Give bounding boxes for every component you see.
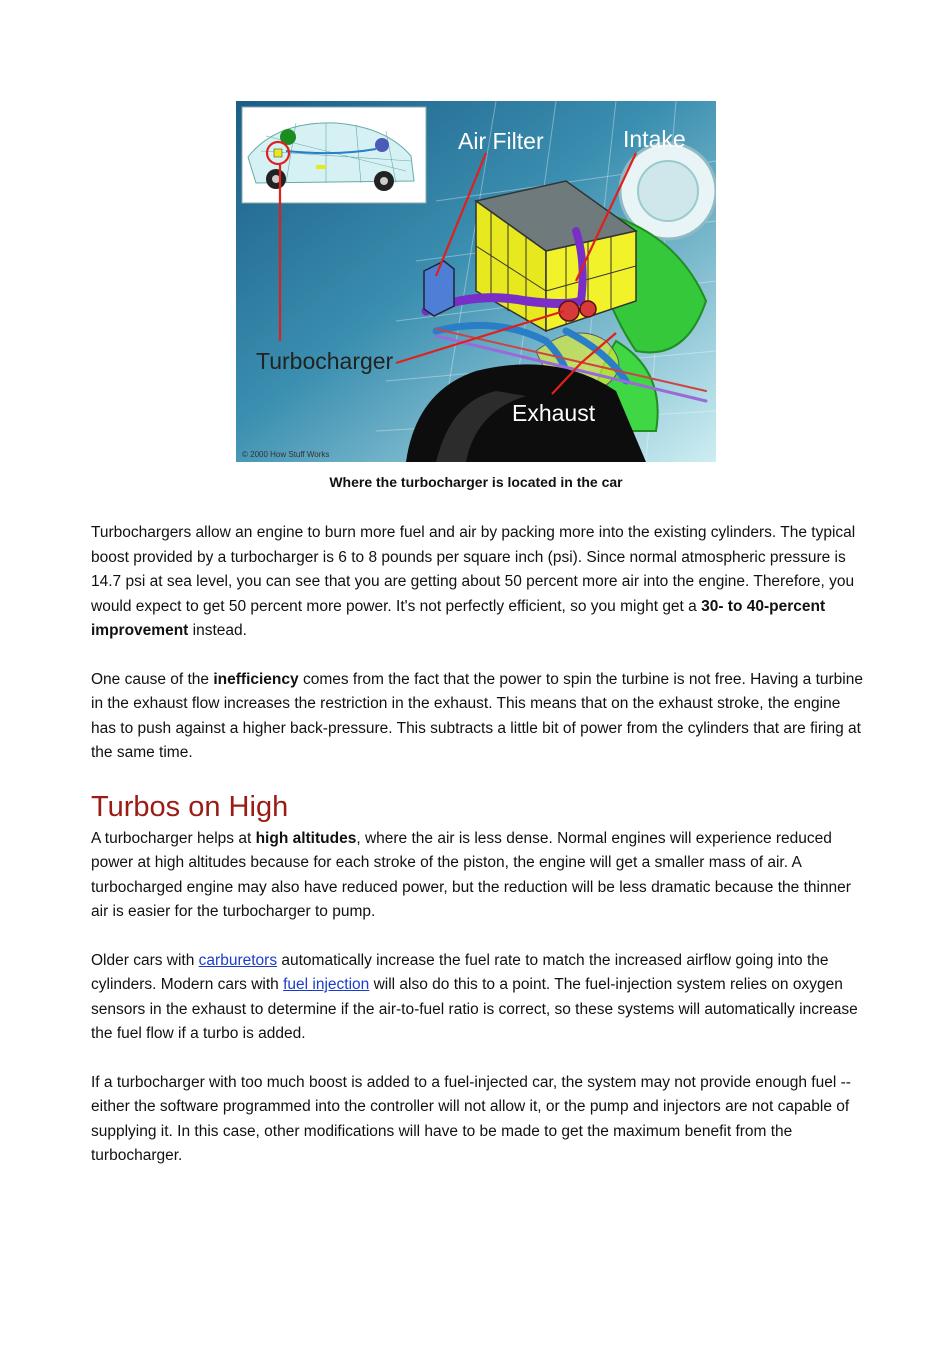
paragraph-text: One cause of the <box>91 670 214 688</box>
paragraph-inefficiency <box>91 668 869 766</box>
label-intake: Intake <box>623 126 686 152</box>
turbocharger-diagram-image <box>236 101 716 462</box>
turbo-outlet-shape <box>580 301 596 317</box>
paragraph-turbo-boost <box>91 521 869 644</box>
article-body <box>91 521 869 1193</box>
bold-phrase: high altitudes <box>255 829 357 847</box>
label-air-filter: Air Filter <box>458 128 544 154</box>
paragraph-text: automatically increase the fuel rate to match the increased airflow going into the cylinders. Modern cars with <box>91 951 829 993</box>
paragraph-text: comes from the fact that the power to spin the turbine is not free. Having a turbine in the exhaust flow increases the restriction in the exhaust. This means that on the exhaust stroke, the engine has to push against a higher back-pressure. This subtracts a little bit of power from the cylinders that are firing at the same time. <box>91 670 863 761</box>
carburetors-link[interactable]: carburetors <box>198 951 278 969</box>
paragraph-text: instead. <box>188 622 247 639</box>
bold-phrase: inefficiency <box>213 670 299 688</box>
paragraph-too-much-boost: If a turbocharger with too much boost is added to a fuel-injected car, the system may not provide enough fuel -- either the software programmed into the controller will not allow it, or the pump and injectors are not capable of supplying it. In this case, other modifications will have to be made to get the maximum benefit from the turbocharger. <box>91 1073 851 1164</box>
paragraph-text: will also do this to a point. The fuel-injection system relies on oxygen sensors in the exhaust to determine if the air-to-fuel ratio is correct, so these systems will automatically increase the fuel flow if a turbo is added. <box>91 976 858 1042</box>
figure-caption: Where the turbocharger is located in the car <box>329 474 623 490</box>
engine-illustration <box>236 101 716 462</box>
paragraph-text: A turbocharger helps at <box>91 829 256 847</box>
paragraph-fuel-systems <box>91 949 869 1047</box>
paragraph-text: Turbochargers allow an engine to burn more fuel and air by packing more into the existing cylinders. The typical boost provided by a turbocharger is 6 to 8 pounds per square inch (psi). Since normal atmospheric pressure is 14.7 psi at sea level, you can see that you are getting about 50 percent more air into the engine. Therefore, you would expect to get 50 percent more power. It's not perfectly efficient, so you might get a <box>91 524 856 615</box>
paragraph-high-altitudes <box>91 827 869 925</box>
bold-phrase: 30- to 40-percent improvement <box>91 597 826 639</box>
section-heading: Turbos on High <box>91 790 289 823</box>
label-exhaust: Exhaust <box>512 400 596 426</box>
wheel-hub-shape <box>638 161 698 221</box>
label-turbocharger: Turbocharger <box>256 348 394 374</box>
paragraph-text: , where the air is less dense. Normal engines will experience reduced power at high altitudes because for each stroke of the piston, the engine will get a smaller mass of air. A turbocharged engine may also have reduced power, but the reduction will be less dramatic because the thinner air is easier for the turbocharger to pump. <box>91 829 851 920</box>
copyright-text: © 2000 How Stuff Works <box>242 450 330 459</box>
fuel-injection-link[interactable]: fuel injection <box>283 976 370 993</box>
paragraph-text: Older cars with <box>91 951 199 969</box>
